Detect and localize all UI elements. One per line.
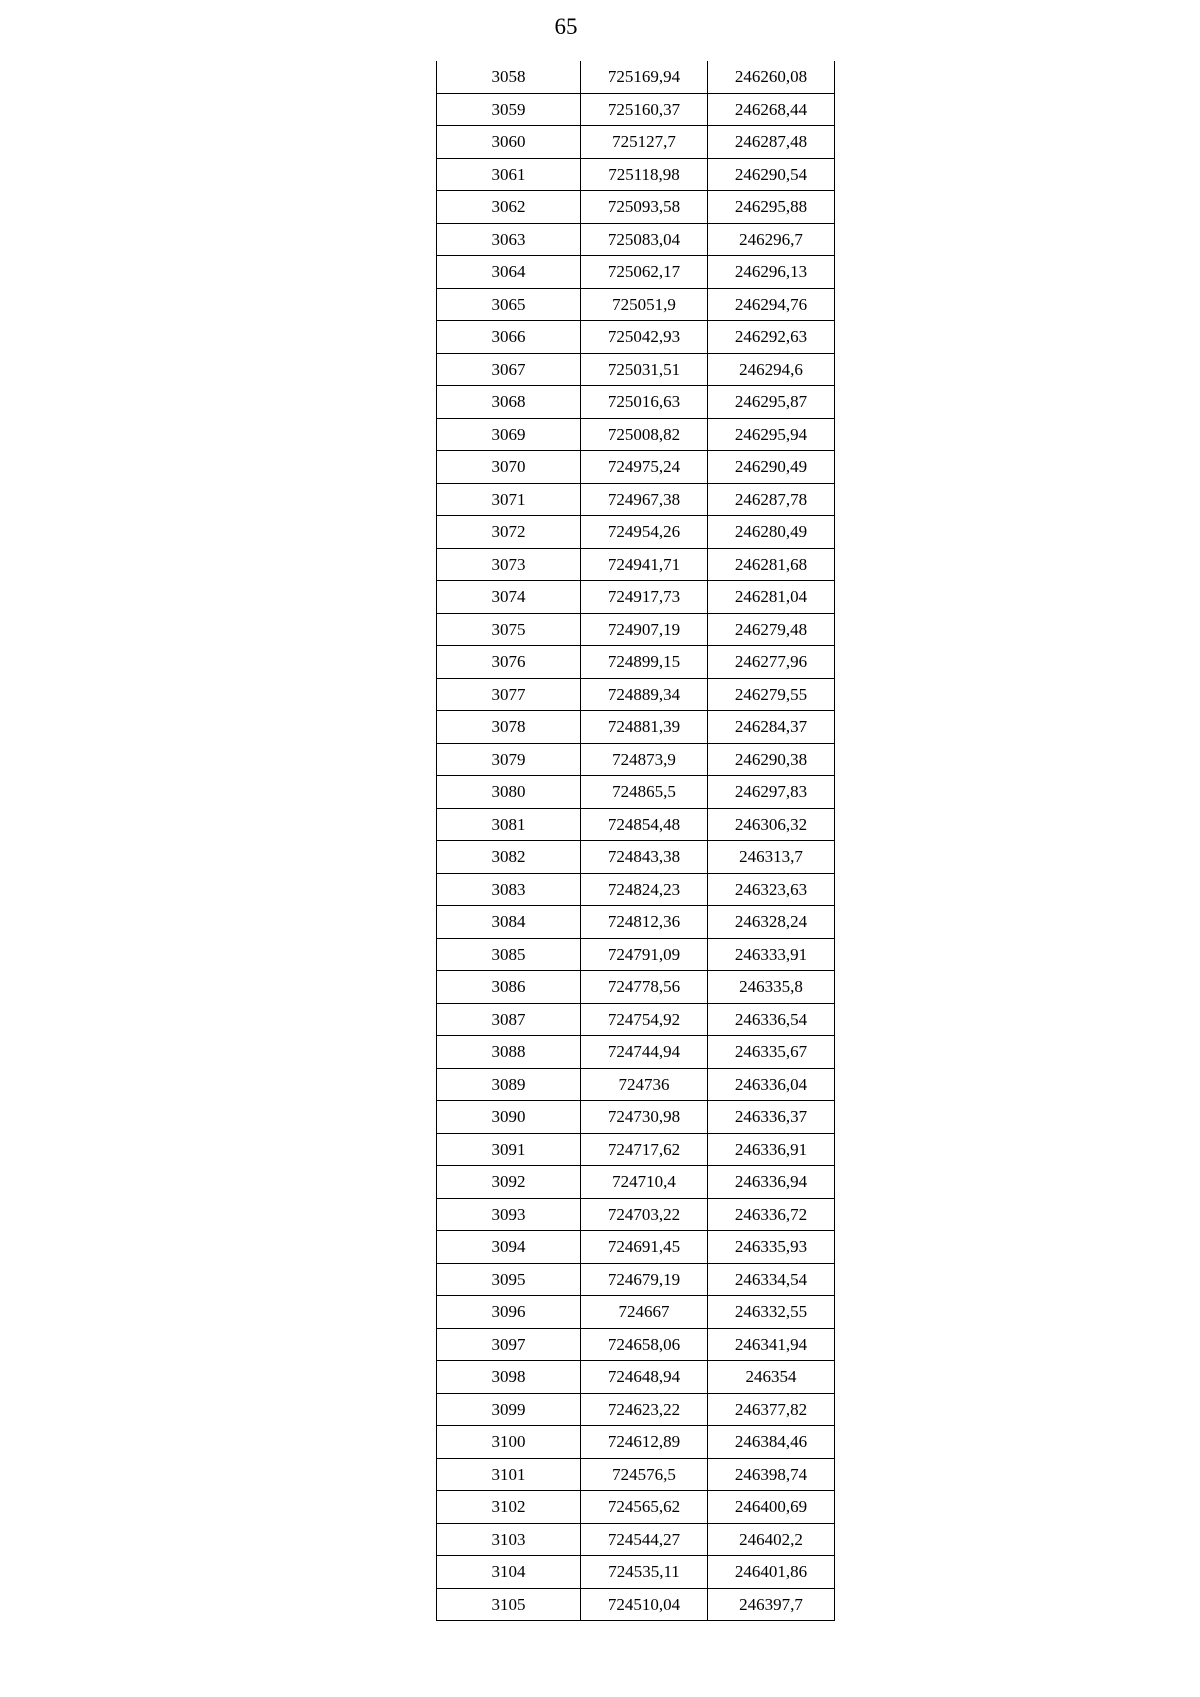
x-coordinate-cell: 724703,22 [581, 1198, 708, 1231]
x-coordinate-cell: 724899,15 [581, 646, 708, 679]
point-number-cell: 3069 [437, 418, 581, 451]
table-row [437, 1198, 835, 1231]
y-coordinate-cell: 246335,8 [708, 971, 835, 1004]
y-coordinate-cell: 246287,78 [708, 483, 835, 516]
y-coordinate-cell: 246297,83 [708, 776, 835, 809]
x-coordinate-cell: 724565,62 [581, 1491, 708, 1524]
point-number-cell: 3083 [437, 873, 581, 906]
point-number-cell: 3098 [437, 1361, 581, 1394]
table-row [437, 1101, 835, 1134]
table-row [437, 1393, 835, 1426]
point-number-cell: 3092 [437, 1166, 581, 1199]
point-number-cell: 3076 [437, 646, 581, 679]
x-coordinate-cell: 724730,98 [581, 1101, 708, 1134]
point-number-cell: 3058 [437, 61, 581, 93]
point-number-cell: 3064 [437, 256, 581, 289]
point-number-cell: 3072 [437, 516, 581, 549]
y-coordinate-cell: 246292,63 [708, 321, 835, 354]
point-number-cell: 3068 [437, 386, 581, 419]
point-number-cell: 3061 [437, 158, 581, 191]
y-coordinate-cell: 246400,69 [708, 1491, 835, 1524]
y-coordinate-cell: 246402,2 [708, 1523, 835, 1556]
table-row [437, 451, 835, 484]
x-coordinate-cell: 725031,51 [581, 353, 708, 386]
x-coordinate-cell: 724736 [581, 1068, 708, 1101]
point-number-cell: 3080 [437, 776, 581, 809]
y-coordinate-cell: 246336,37 [708, 1101, 835, 1134]
table-row [437, 711, 835, 744]
point-number-cell: 3104 [437, 1556, 581, 1589]
x-coordinate-cell: 724854,48 [581, 808, 708, 841]
point-number-cell: 3074 [437, 581, 581, 614]
x-coordinate-cell: 724658,06 [581, 1328, 708, 1361]
table-row [437, 1426, 835, 1459]
x-coordinate-cell: 724881,39 [581, 711, 708, 744]
point-number-cell: 3105 [437, 1588, 581, 1621]
x-coordinate-cell: 724917,73 [581, 581, 708, 614]
point-number-cell: 3096 [437, 1296, 581, 1329]
point-number-cell: 3070 [437, 451, 581, 484]
y-coordinate-cell: 246279,55 [708, 678, 835, 711]
x-coordinate-cell: 724717,62 [581, 1133, 708, 1166]
y-coordinate-cell: 246281,04 [708, 581, 835, 614]
y-coordinate-cell: 246260,08 [708, 61, 835, 93]
x-coordinate-cell: 725093,58 [581, 191, 708, 224]
x-coordinate-cell: 724865,5 [581, 776, 708, 809]
x-coordinate-cell: 725062,17 [581, 256, 708, 289]
point-number-cell: 3100 [437, 1426, 581, 1459]
table-row [437, 1491, 835, 1524]
x-coordinate-cell: 724667 [581, 1296, 708, 1329]
x-coordinate-cell: 724691,45 [581, 1231, 708, 1264]
y-coordinate-cell: 246336,54 [708, 1003, 835, 1036]
y-coordinate-cell: 246336,72 [708, 1198, 835, 1231]
y-coordinate-cell: 246284,37 [708, 711, 835, 744]
y-coordinate-cell: 246290,54 [708, 158, 835, 191]
x-coordinate-cell: 725160,37 [581, 93, 708, 126]
y-coordinate-cell: 246296,7 [708, 223, 835, 256]
y-coordinate-cell: 246336,04 [708, 1068, 835, 1101]
y-coordinate-cell: 246335,67 [708, 1036, 835, 1069]
y-coordinate-cell: 246384,46 [708, 1426, 835, 1459]
table-row [437, 288, 835, 321]
table-row [437, 516, 835, 549]
table-row [437, 1166, 835, 1199]
point-number-cell: 3094 [437, 1231, 581, 1264]
table-row [437, 386, 835, 419]
y-coordinate-cell: 246279,48 [708, 613, 835, 646]
table-row [437, 743, 835, 776]
point-number-cell: 3073 [437, 548, 581, 581]
table-row [437, 1133, 835, 1166]
x-coordinate-cell: 724954,26 [581, 516, 708, 549]
x-coordinate-cell: 725083,04 [581, 223, 708, 256]
x-coordinate-cell: 725008,82 [581, 418, 708, 451]
x-coordinate-cell: 724824,23 [581, 873, 708, 906]
x-coordinate-cell: 724843,38 [581, 841, 708, 874]
point-number-cell: 3067 [437, 353, 581, 386]
table-row [437, 191, 835, 224]
y-coordinate-cell: 246332,55 [708, 1296, 835, 1329]
table-row [437, 971, 835, 1004]
table-row [437, 1588, 835, 1621]
y-coordinate-cell: 246335,93 [708, 1231, 835, 1264]
table-row [437, 418, 835, 451]
y-coordinate-cell: 246341,94 [708, 1328, 835, 1361]
point-number-cell: 3066 [437, 321, 581, 354]
table-row [437, 646, 835, 679]
table-row [437, 1523, 835, 1556]
table-row [437, 678, 835, 711]
table-row [437, 1296, 835, 1329]
y-coordinate-cell: 246277,96 [708, 646, 835, 679]
y-coordinate-cell: 246295,94 [708, 418, 835, 451]
x-coordinate-cell: 725127,7 [581, 126, 708, 159]
x-coordinate-cell: 724648,94 [581, 1361, 708, 1394]
table-row [437, 938, 835, 971]
table-row [437, 873, 835, 906]
table-row [437, 1263, 835, 1296]
y-coordinate-cell: 246323,63 [708, 873, 835, 906]
x-coordinate-cell: 724623,22 [581, 1393, 708, 1426]
y-coordinate-cell: 246336,94 [708, 1166, 835, 1199]
table-row [437, 223, 835, 256]
coordinates-table [436, 61, 835, 1621]
x-coordinate-cell: 724975,24 [581, 451, 708, 484]
point-number-cell: 3091 [437, 1133, 581, 1166]
point-number-cell: 3097 [437, 1328, 581, 1361]
table-row [437, 256, 835, 289]
point-number-cell: 3079 [437, 743, 581, 776]
table-row [437, 613, 835, 646]
point-number-cell: 3089 [437, 1068, 581, 1101]
x-coordinate-cell: 724778,56 [581, 971, 708, 1004]
table-row [437, 93, 835, 126]
point-number-cell: 3063 [437, 223, 581, 256]
point-number-cell: 3075 [437, 613, 581, 646]
x-coordinate-cell: 725051,9 [581, 288, 708, 321]
point-number-cell: 3088 [437, 1036, 581, 1069]
x-coordinate-cell: 725042,93 [581, 321, 708, 354]
y-coordinate-cell: 246287,48 [708, 126, 835, 159]
point-number-cell: 3103 [437, 1523, 581, 1556]
point-number-cell: 3095 [437, 1263, 581, 1296]
y-coordinate-cell: 246296,13 [708, 256, 835, 289]
x-coordinate-cell: 724544,27 [581, 1523, 708, 1556]
point-number-cell: 3101 [437, 1458, 581, 1491]
y-coordinate-cell: 246281,68 [708, 548, 835, 581]
table-row [437, 321, 835, 354]
point-number-cell: 3084 [437, 906, 581, 939]
y-coordinate-cell: 246280,49 [708, 516, 835, 549]
coordinates-table-body [437, 61, 835, 1621]
table-row [437, 158, 835, 191]
point-number-cell: 3099 [437, 1393, 581, 1426]
table-row [437, 61, 835, 93]
x-coordinate-cell: 724510,04 [581, 1588, 708, 1621]
point-number-cell: 3071 [437, 483, 581, 516]
y-coordinate-cell: 246294,76 [708, 288, 835, 321]
x-coordinate-cell: 724791,09 [581, 938, 708, 971]
y-coordinate-cell: 246401,86 [708, 1556, 835, 1589]
x-coordinate-cell: 724754,92 [581, 1003, 708, 1036]
x-coordinate-cell: 724889,34 [581, 678, 708, 711]
x-coordinate-cell: 724812,36 [581, 906, 708, 939]
y-coordinate-cell: 246354 [708, 1361, 835, 1394]
table-row [437, 1036, 835, 1069]
y-coordinate-cell: 246398,74 [708, 1458, 835, 1491]
point-number-cell: 3081 [437, 808, 581, 841]
x-coordinate-cell: 725118,98 [581, 158, 708, 191]
table-row [437, 808, 835, 841]
page-number: 65 [554, 14, 578, 39]
point-number-cell: 3059 [437, 93, 581, 126]
x-coordinate-cell: 724612,89 [581, 1426, 708, 1459]
x-coordinate-cell: 724907,19 [581, 613, 708, 646]
y-coordinate-cell: 246290,49 [708, 451, 835, 484]
y-coordinate-cell: 246397,7 [708, 1588, 835, 1621]
y-coordinate-cell: 246333,91 [708, 938, 835, 971]
y-coordinate-cell: 246377,82 [708, 1393, 835, 1426]
y-coordinate-cell: 246294,6 [708, 353, 835, 386]
point-number-cell: 3087 [437, 1003, 581, 1036]
table-row [437, 548, 835, 581]
table-row [437, 353, 835, 386]
table-row [437, 1231, 835, 1264]
point-number-cell: 3090 [437, 1101, 581, 1134]
table-row [437, 126, 835, 159]
y-coordinate-cell: 246295,87 [708, 386, 835, 419]
x-coordinate-cell: 724744,94 [581, 1036, 708, 1069]
x-coordinate-cell: 724710,4 [581, 1166, 708, 1199]
point-number-cell: 3102 [437, 1491, 581, 1524]
table-row [437, 1556, 835, 1589]
table-row [437, 483, 835, 516]
table-row [437, 1003, 835, 1036]
point-number-cell: 3062 [437, 191, 581, 224]
y-coordinate-cell: 246336,91 [708, 1133, 835, 1166]
point-number-cell: 3065 [437, 288, 581, 321]
point-number-cell: 3085 [437, 938, 581, 971]
y-coordinate-cell: 246268,44 [708, 93, 835, 126]
y-coordinate-cell: 246334,54 [708, 1263, 835, 1296]
table-row [437, 1361, 835, 1394]
table-row [437, 1068, 835, 1101]
x-coordinate-cell: 724967,38 [581, 483, 708, 516]
x-coordinate-cell: 724941,71 [581, 548, 708, 581]
x-coordinate-cell: 724873,9 [581, 743, 708, 776]
x-coordinate-cell: 725169,94 [581, 61, 708, 93]
point-number-cell: 3060 [437, 126, 581, 159]
table-row [437, 1458, 835, 1491]
table-row [437, 776, 835, 809]
y-coordinate-cell: 246328,24 [708, 906, 835, 939]
point-number-cell: 3082 [437, 841, 581, 874]
point-number-cell: 3093 [437, 1198, 581, 1231]
table-row [437, 581, 835, 614]
point-number-cell: 3086 [437, 971, 581, 1004]
y-coordinate-cell: 246295,88 [708, 191, 835, 224]
table-row [437, 906, 835, 939]
x-coordinate-cell: 725016,63 [581, 386, 708, 419]
x-coordinate-cell: 724535,11 [581, 1556, 708, 1589]
y-coordinate-cell: 246313,7 [708, 841, 835, 874]
table-row [437, 841, 835, 874]
x-coordinate-cell: 724576,5 [581, 1458, 708, 1491]
point-number-cell: 3078 [437, 711, 581, 744]
y-coordinate-cell: 246290,38 [708, 743, 835, 776]
point-number-cell: 3077 [437, 678, 581, 711]
x-coordinate-cell: 724679,19 [581, 1263, 708, 1296]
table-row [437, 1328, 835, 1361]
y-coordinate-cell: 246306,32 [708, 808, 835, 841]
